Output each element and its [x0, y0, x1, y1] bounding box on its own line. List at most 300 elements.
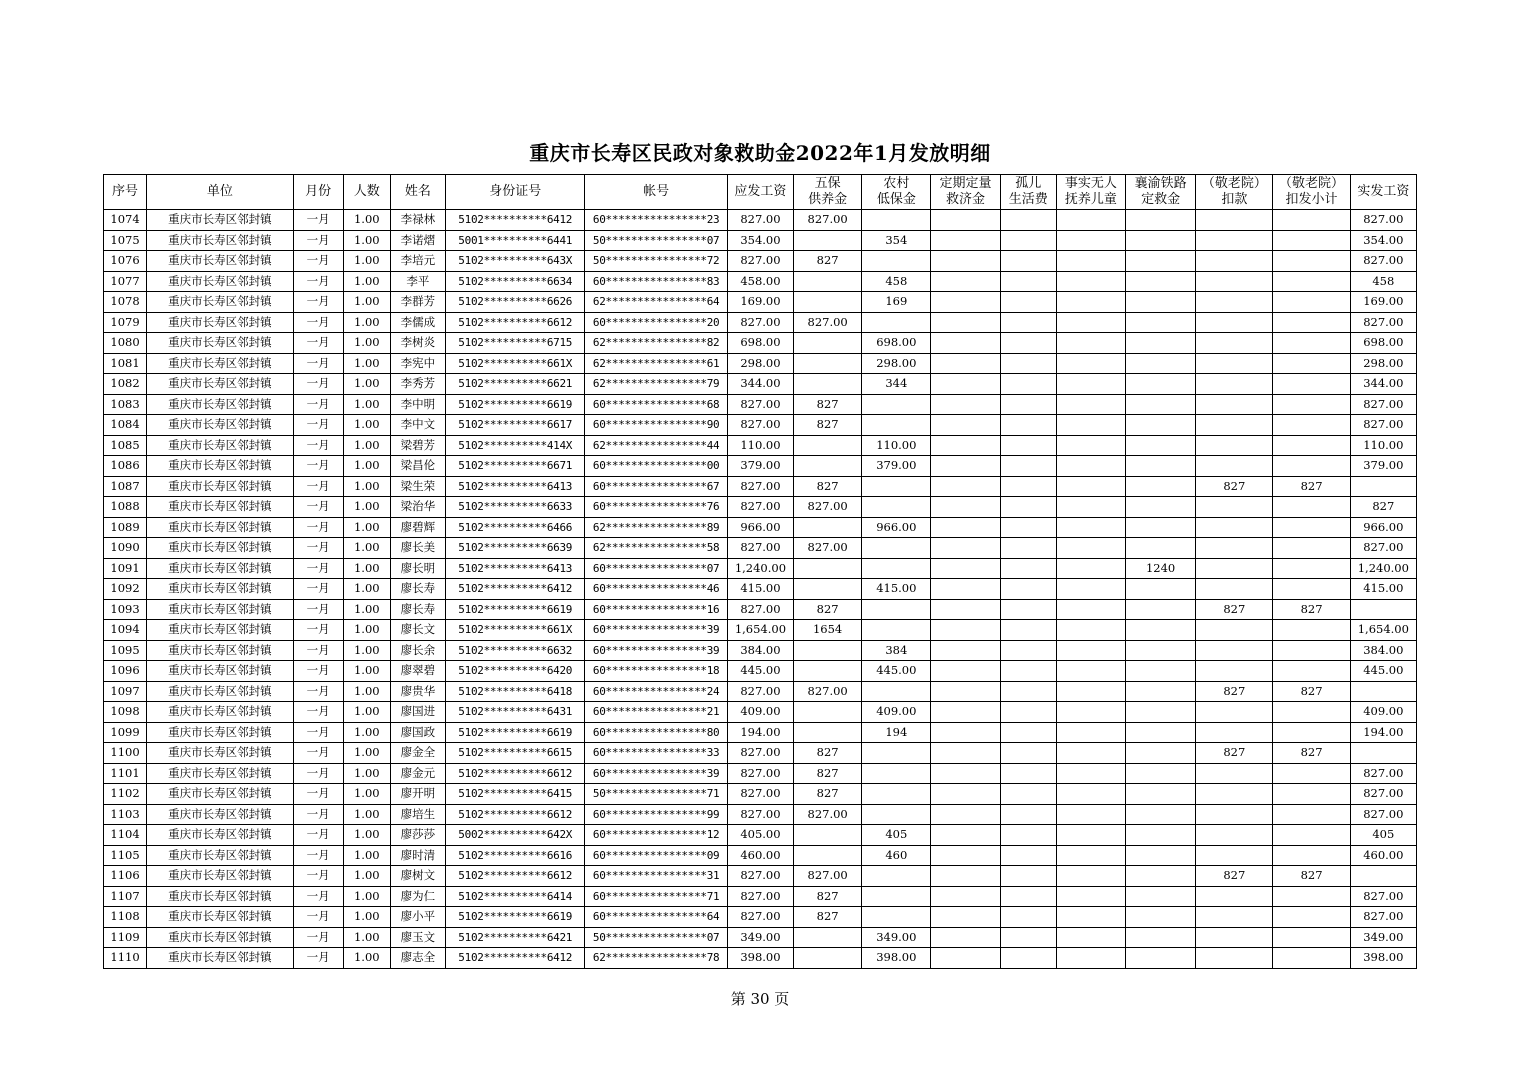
- table-cell: 110.00: [727, 435, 793, 456]
- table-cell: 354.00: [1350, 230, 1416, 251]
- table-cell: 梁碧芳: [390, 435, 445, 456]
- table-cell: 827.00: [794, 681, 862, 702]
- table-cell: [1273, 722, 1350, 743]
- table-cell: 445.00: [727, 661, 793, 682]
- table-cell: [931, 763, 1000, 784]
- table-cell: 5001**********6441: [446, 230, 585, 251]
- table-cell: 827: [1273, 743, 1350, 764]
- table-row: [104, 230, 1417, 251]
- table-cell: 827: [1196, 681, 1273, 702]
- table-cell: 1.00: [343, 763, 390, 784]
- table-cell: 一月: [293, 558, 343, 579]
- table-cell: 1.00: [343, 804, 390, 825]
- table-cell: 62****************44: [585, 435, 727, 456]
- table-cell: 827.00: [727, 907, 793, 928]
- table-cell: [794, 722, 862, 743]
- table-cell: [1196, 517, 1273, 538]
- table-row: [104, 579, 1417, 600]
- table-cell: [1000, 927, 1056, 948]
- table-cell: 梁生荣: [390, 476, 445, 497]
- table-cell: [1056, 804, 1125, 825]
- table-cell: 60****************07: [585, 558, 727, 579]
- table-cell: [1056, 948, 1125, 969]
- table-cell: 重庆市长寿区邻封镇: [147, 312, 293, 333]
- table-cell: 60****************39: [585, 763, 727, 784]
- table-cell: 827: [1273, 599, 1350, 620]
- table-cell: 李中明: [390, 394, 445, 415]
- table-cell: 827: [794, 763, 862, 784]
- table-cell: 廖贵华: [390, 681, 445, 702]
- table-cell: 1103: [104, 804, 147, 825]
- table-cell: 廖长明: [390, 558, 445, 579]
- table-cell: 李秀芳: [390, 374, 445, 395]
- table-cell: 827.00: [1350, 251, 1416, 272]
- table-cell: 重庆市长寿区邻封镇: [147, 599, 293, 620]
- table-cell: 827.00: [727, 886, 793, 907]
- table-cell: 1.00: [343, 702, 390, 723]
- table-cell: 廖金元: [390, 763, 445, 784]
- table-cell: 60****************71: [585, 886, 727, 907]
- table-row: [104, 353, 1417, 374]
- table-cell: 827.00: [1350, 210, 1416, 231]
- table-cell: 50****************71: [585, 784, 727, 805]
- table-cell: 5102**********6421: [446, 927, 585, 948]
- table-cell: 1086: [104, 456, 147, 477]
- table-cell: 415.00: [727, 579, 793, 600]
- table-cell: [794, 558, 862, 579]
- table-cell: [1056, 353, 1125, 374]
- table-cell: 827: [1350, 497, 1416, 518]
- table-cell: [1196, 948, 1273, 969]
- table-cell: [1350, 476, 1416, 497]
- table-cell: [1196, 927, 1273, 948]
- table-cell: 827.00: [727, 599, 793, 620]
- table-body: [104, 210, 1417, 969]
- table-cell: 1100: [104, 743, 147, 764]
- table-cell: 5102**********6639: [446, 538, 585, 559]
- table-cell: [1000, 661, 1056, 682]
- table-cell: 698.00: [862, 333, 931, 354]
- table-cell: 60****************00: [585, 456, 727, 477]
- table-cell: [1273, 763, 1350, 784]
- table-cell: [862, 886, 931, 907]
- table-cell: [1273, 271, 1350, 292]
- table-cell: 827.00: [727, 804, 793, 825]
- table-cell: 一月: [293, 927, 343, 948]
- table-cell: [1000, 333, 1056, 354]
- table-cell: 5102**********661X: [446, 620, 585, 641]
- table-cell: 廖志全: [390, 948, 445, 969]
- table-cell: 廖长余: [390, 640, 445, 661]
- table-cell: 60****************33: [585, 743, 727, 764]
- table-cell: 445.00: [1350, 661, 1416, 682]
- table-cell: [862, 866, 931, 887]
- table-cell: [794, 374, 862, 395]
- table-cell: [1196, 415, 1273, 436]
- table-cell: [1196, 784, 1273, 805]
- table-cell: 重庆市长寿区邻封镇: [147, 579, 293, 600]
- table-cell: 827.00: [794, 538, 862, 559]
- table-cell: 458: [1350, 271, 1416, 292]
- table-cell: 1.00: [343, 722, 390, 743]
- table-cell: 廖为仁: [390, 886, 445, 907]
- table-cell: 1081: [104, 353, 147, 374]
- table-cell: 1,654.00: [727, 620, 793, 641]
- table-cell: 一月: [293, 394, 343, 415]
- table-cell: 廖时清: [390, 845, 445, 866]
- table-cell: [1273, 558, 1350, 579]
- table-cell: [931, 251, 1000, 272]
- table-cell: [931, 640, 1000, 661]
- table-cell: 5102**********6412: [446, 579, 585, 600]
- table-cell: 1.00: [343, 271, 390, 292]
- table-cell: 1089: [104, 517, 147, 538]
- table-cell: 1.00: [343, 538, 390, 559]
- table-cell: 1.00: [343, 230, 390, 251]
- table-cell: [1273, 948, 1350, 969]
- table-cell: 1.00: [343, 251, 390, 272]
- table-cell: [1056, 743, 1125, 764]
- table-cell: [1196, 804, 1273, 825]
- table-cell: [1056, 230, 1125, 251]
- table-cell: [931, 722, 1000, 743]
- table-cell: [1273, 538, 1350, 559]
- table-cell: 62****************79: [585, 374, 727, 395]
- table-cell: 298.00: [862, 353, 931, 374]
- table-cell: 李诺熠: [390, 230, 445, 251]
- page-number: 第 30 页: [730, 990, 790, 1008]
- table-cell: 重庆市长寿区邻封镇: [147, 394, 293, 415]
- table-cell: 827.00: [727, 210, 793, 231]
- table-cell: [1273, 907, 1350, 928]
- table-cell: 827.00: [794, 497, 862, 518]
- table-cell: 60****************80: [585, 722, 727, 743]
- table-cell: [1056, 722, 1125, 743]
- table-cell: 827.00: [727, 743, 793, 764]
- table-cell: [1000, 907, 1056, 928]
- table-cell: [862, 784, 931, 805]
- table-cell: [1056, 435, 1125, 456]
- table-cell: 重庆市长寿区邻封镇: [147, 907, 293, 928]
- table-cell: [1273, 661, 1350, 682]
- table-row: [104, 394, 1417, 415]
- table-cell: [1000, 599, 1056, 620]
- table-cell: 1087: [104, 476, 147, 497]
- table-cell: [1196, 292, 1273, 313]
- table-cell: 1.00: [343, 558, 390, 579]
- table-cell: [931, 374, 1000, 395]
- table-cell: 60****************64: [585, 907, 727, 928]
- table-cell: [1273, 702, 1350, 723]
- table-cell: [1196, 353, 1273, 374]
- table-row: [104, 661, 1417, 682]
- table-cell: 169: [862, 292, 931, 313]
- table-cell: [1126, 866, 1196, 887]
- table-cell: 一月: [293, 907, 343, 928]
- table-cell: 1.00: [343, 517, 390, 538]
- table-cell: 1.00: [343, 948, 390, 969]
- table-cell: 5102**********6626: [446, 292, 585, 313]
- table-cell: [862, 251, 931, 272]
- table-cell: [1056, 579, 1125, 600]
- table-cell: [1000, 435, 1056, 456]
- table-cell: 60****************83: [585, 271, 727, 292]
- table-row: [104, 845, 1417, 866]
- table-cell: 一月: [293, 661, 343, 682]
- table-cell: 194.00: [1350, 722, 1416, 743]
- table-row: [104, 948, 1417, 969]
- table-cell: 1.00: [343, 312, 390, 333]
- table-cell: [1056, 702, 1125, 723]
- table-cell: [862, 415, 931, 436]
- table-cell: 一月: [293, 784, 343, 805]
- column-header: 农村 低保金: [862, 175, 931, 210]
- table-cell: 398.00: [1350, 948, 1416, 969]
- table-cell: [1000, 271, 1056, 292]
- table-cell: 梁治华: [390, 497, 445, 518]
- table-cell: 1109: [104, 927, 147, 948]
- table-cell: 重庆市长寿区邻封镇: [147, 825, 293, 846]
- table-cell: 60****************68: [585, 394, 727, 415]
- table-cell: [1126, 517, 1196, 538]
- table-cell: 5102**********6612: [446, 312, 585, 333]
- table-cell: 827.00: [727, 415, 793, 436]
- table-cell: 827: [794, 886, 862, 907]
- relief-payment-table: [103, 174, 1417, 969]
- table-cell: 966.00: [862, 517, 931, 538]
- table-row: [104, 374, 1417, 395]
- table-cell: 1.00: [343, 476, 390, 497]
- table-cell: 5102**********6418: [446, 681, 585, 702]
- table-cell: 458.00: [727, 271, 793, 292]
- table-cell: 李培元: [390, 251, 445, 272]
- column-header: 单位: [147, 175, 293, 210]
- table-cell: [1000, 558, 1056, 579]
- table-cell: 827.00: [1350, 804, 1416, 825]
- table-cell: 一月: [293, 333, 343, 354]
- table-cell: [1273, 312, 1350, 333]
- table-cell: 重庆市长寿区邻封镇: [147, 271, 293, 292]
- document-title: 重庆市长寿区民政对象救助金2022年1月发放明细: [529, 141, 991, 165]
- table-cell: [1126, 333, 1196, 354]
- table-cell: [1126, 476, 1196, 497]
- table-cell: [862, 743, 931, 764]
- table-cell: [1196, 230, 1273, 251]
- table-cell: 1.00: [343, 620, 390, 641]
- table-cell: 1093: [104, 599, 147, 620]
- table-cell: 一月: [293, 722, 343, 743]
- table-cell: 60****************09: [585, 845, 727, 866]
- table-cell: 1076: [104, 251, 147, 272]
- table-cell: 重庆市长寿区邻封镇: [147, 415, 293, 436]
- table-cell: 698.00: [727, 333, 793, 354]
- table-cell: 重庆市长寿区邻封镇: [147, 886, 293, 907]
- table-cell: [1056, 866, 1125, 887]
- table-cell: [1126, 661, 1196, 682]
- table-cell: 1082: [104, 374, 147, 395]
- table-cell: [1196, 456, 1273, 477]
- table-cell: 李树炎: [390, 333, 445, 354]
- table-cell: [1126, 743, 1196, 764]
- table-cell: 1091: [104, 558, 147, 579]
- table-cell: 827.00: [794, 804, 862, 825]
- column-header: 姓名: [390, 175, 445, 210]
- table-cell: [931, 312, 1000, 333]
- table-cell: 1097: [104, 681, 147, 702]
- table-cell: [1273, 394, 1350, 415]
- table-cell: 827: [794, 599, 862, 620]
- table-cell: 5102**********6671: [446, 456, 585, 477]
- table-cell: 一月: [293, 538, 343, 559]
- table-cell: 1.00: [343, 825, 390, 846]
- table-cell: 405: [1350, 825, 1416, 846]
- table-cell: [1056, 394, 1125, 415]
- table-cell: 827: [794, 907, 862, 928]
- table-cell: 1079: [104, 312, 147, 333]
- table-cell: 5102**********6612: [446, 763, 585, 784]
- table-cell: [1056, 476, 1125, 497]
- table-cell: 1108: [104, 907, 147, 928]
- table-row: [104, 251, 1417, 272]
- table-cell: 50****************72: [585, 251, 727, 272]
- table-cell: [1000, 292, 1056, 313]
- table-cell: 110.00: [1350, 435, 1416, 456]
- table-cell: 827.00: [1350, 312, 1416, 333]
- table-cell: 169.00: [727, 292, 793, 313]
- table-row: [104, 312, 1417, 333]
- table-cell: [1000, 415, 1056, 436]
- table-cell: [1000, 948, 1056, 969]
- table-cell: 405.00: [727, 825, 793, 846]
- table-cell: 458: [862, 271, 931, 292]
- column-header: 序号: [104, 175, 147, 210]
- table-cell: [931, 866, 1000, 887]
- table-cell: 廖树文: [390, 866, 445, 887]
- table-cell: 827.00: [727, 251, 793, 272]
- table-cell: [1056, 251, 1125, 272]
- table-cell: [931, 804, 1000, 825]
- table-header-row: [104, 175, 1417, 210]
- table-cell: 827: [794, 415, 862, 436]
- table-cell: [1056, 763, 1125, 784]
- table-cell: 1.00: [343, 927, 390, 948]
- table-cell: [794, 435, 862, 456]
- table-cell: 一月: [293, 312, 343, 333]
- table-cell: 1.00: [343, 435, 390, 456]
- table-cell: 重庆市长寿区邻封镇: [147, 353, 293, 374]
- table-cell: 廖长寿: [390, 599, 445, 620]
- table-cell: [1350, 866, 1416, 887]
- table-cell: [1126, 251, 1196, 272]
- table-cell: [862, 558, 931, 579]
- table-row: [104, 620, 1417, 641]
- table-cell: 966.00: [1350, 517, 1416, 538]
- column-header: 实发工资: [1350, 175, 1416, 210]
- table-cell: 重庆市长寿区邻封镇: [147, 681, 293, 702]
- table-cell: [1000, 374, 1056, 395]
- table-cell: 5102**********6415: [446, 784, 585, 805]
- table-cell: 重庆市长寿区邻封镇: [147, 210, 293, 231]
- table-cell: 827: [794, 251, 862, 272]
- table-cell: 354: [862, 230, 931, 251]
- table-cell: 1090: [104, 538, 147, 559]
- table-cell: [862, 394, 931, 415]
- table-cell: 827: [1196, 599, 1273, 620]
- table-cell: 一月: [293, 435, 343, 456]
- table-cell: 827: [1196, 743, 1273, 764]
- table-cell: [1000, 804, 1056, 825]
- table-cell: 1240: [1126, 558, 1196, 579]
- table-row: [104, 558, 1417, 579]
- table-cell: [931, 948, 1000, 969]
- table-cell: 1077: [104, 271, 147, 292]
- table-cell: 379.00: [727, 456, 793, 477]
- table-cell: [1196, 620, 1273, 641]
- table-cell: 1.00: [343, 599, 390, 620]
- table-cell: [931, 456, 1000, 477]
- table-cell: [1126, 579, 1196, 600]
- table-cell: 5102**********6466: [446, 517, 585, 538]
- table-cell: 1.00: [343, 681, 390, 702]
- table-cell: 60****************67: [585, 476, 727, 497]
- column-header: 襄渝铁路 定救金: [1126, 175, 1196, 210]
- table-cell: [1000, 681, 1056, 702]
- table-cell: [1273, 620, 1350, 641]
- table-cell: 194.00: [727, 722, 793, 743]
- table-cell: 5102**********6634: [446, 271, 585, 292]
- column-header: 应发工资: [727, 175, 793, 210]
- table-cell: [931, 353, 1000, 374]
- table-cell: 一月: [293, 230, 343, 251]
- table-cell: 349.00: [727, 927, 793, 948]
- table-cell: [931, 497, 1000, 518]
- table-cell: [1000, 312, 1056, 333]
- table-cell: [1000, 353, 1056, 374]
- table-cell: [931, 435, 1000, 456]
- table-cell: 62****************58: [585, 538, 727, 559]
- table-cell: [1273, 497, 1350, 518]
- table-cell: 379.00: [1350, 456, 1416, 477]
- table-cell: 60****************31: [585, 866, 727, 887]
- table-cell: 1.00: [343, 333, 390, 354]
- table-cell: [862, 476, 931, 497]
- table-cell: [1056, 620, 1125, 641]
- table-cell: [1000, 825, 1056, 846]
- table-cell: 298.00: [1350, 353, 1416, 374]
- table-cell: [1126, 722, 1196, 743]
- table-cell: 1102: [104, 784, 147, 805]
- table-cell: 1.00: [343, 210, 390, 231]
- column-header: 身份证号: [446, 175, 585, 210]
- table-cell: 5102**********6619: [446, 907, 585, 928]
- table-cell: 1107: [104, 886, 147, 907]
- table-cell: 一月: [293, 620, 343, 641]
- table-cell: [931, 886, 1000, 907]
- table-cell: 5102**********643X: [446, 251, 585, 272]
- table-cell: [1273, 927, 1350, 948]
- table-cell: 廖长寿: [390, 579, 445, 600]
- table-cell: 1.00: [343, 661, 390, 682]
- table-cell: [1126, 415, 1196, 436]
- table-cell: [794, 579, 862, 600]
- table-row: [104, 333, 1417, 354]
- table-cell: 827.00: [1350, 907, 1416, 928]
- table-cell: 827: [1273, 681, 1350, 702]
- table-cell: 重庆市长寿区邻封镇: [147, 722, 293, 743]
- table-cell: [1273, 517, 1350, 538]
- table-cell: [1000, 866, 1056, 887]
- table-cell: 5102**********414X: [446, 435, 585, 456]
